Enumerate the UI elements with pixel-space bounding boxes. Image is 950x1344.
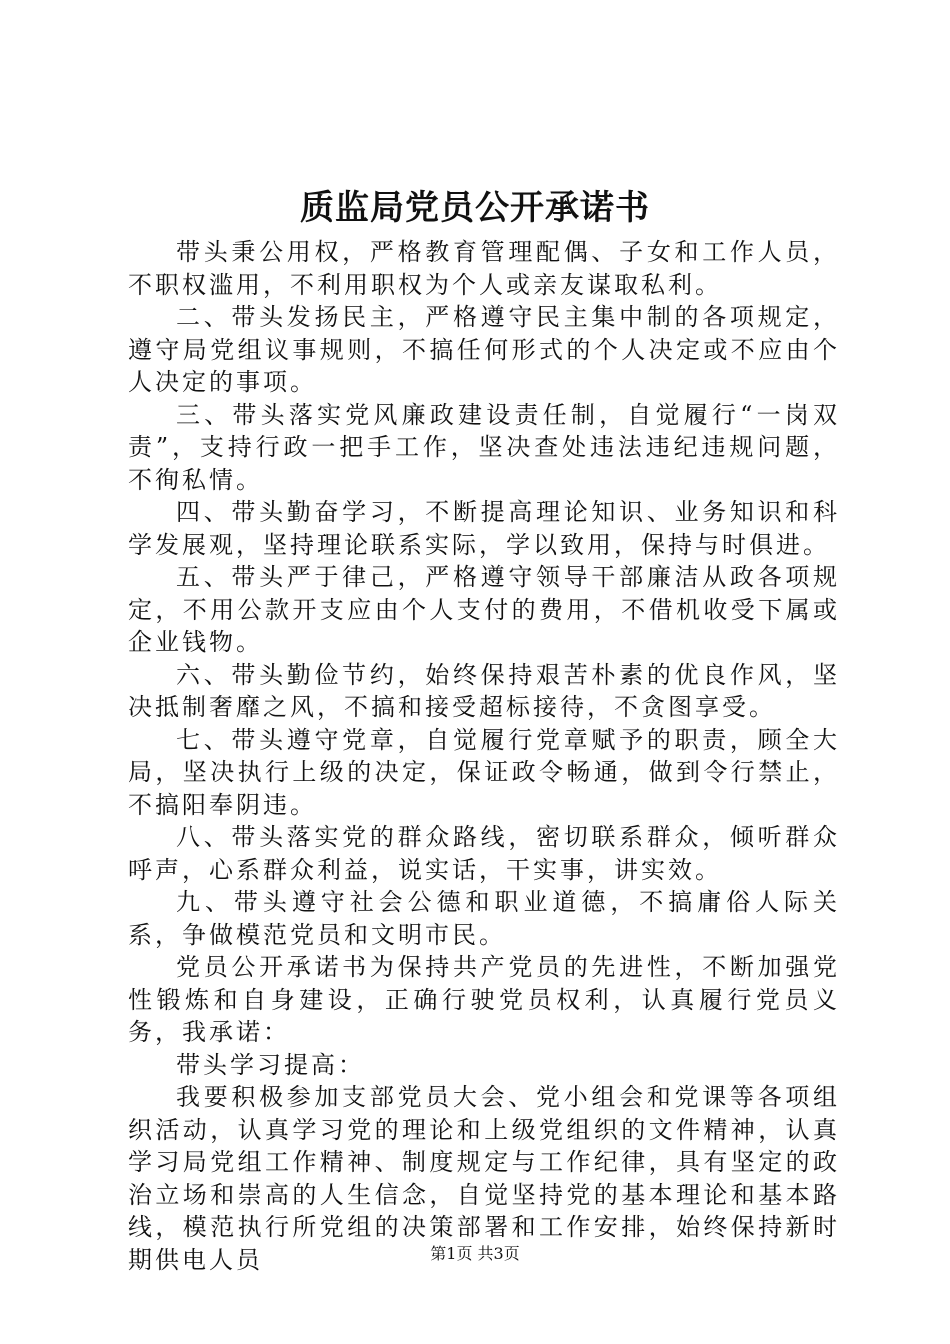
- paragraph-5: 五、带头严于律己，严格遵守领导干部廉洁从政各项规定，不用公款开支应由个人支付的费用，不借机收受下属或企业钱物。: [128, 563, 840, 656]
- paragraph-7: 七、带头遵守党章，自觉履行党章赋予的职责，顾全大局，坚决执行上级的决定，保证政令畅通，做到令行禁止，不搞阳奉阴违。: [128, 725, 840, 819]
- paragraph-4: 四、带头勤奋学习，不断提高理论知识、业务知识和科学发展观，坚持理论联系实际，学以致用，保持与时俱进。: [128, 498, 840, 559]
- paragraph-12: 我要积极参加支部党员大会、党小组会和党课等各项组织活动，认真学习党的理论和上级党组织的文件精神，认真学习局党组工作精神、制度规定与工作纪律，具有坚定的政治立场和崇高的人生信念，自觉坚持党的基本理论和基本路线，模范执行所党组的决策部署和工作安排，始终保持新时期供电人员: [128, 1083, 840, 1274]
- document-title: 质监局党员公开承诺书: [300, 188, 650, 228]
- page-footer: 第1页 共3页: [430, 1244, 520, 1263]
- paragraph-11: 带头学习提高：: [176, 1050, 365, 1079]
- paragraph-1: 带头秉公用权，严格教育管理配偶、子女和工作人员，不职权滥用，不利用职权为个人或亲友谋取私利。: [128, 238, 840, 299]
- paragraph-6: 六、带头勤俭节约，始终保持艰苦朴素的优良作风，坚决抵制奢靡之风，不搞和接受超标接待，不贪图享受。: [128, 660, 840, 721]
- paragraph-9: 九、带头遵守社会公德和职业道德，不搞庸俗人际关系，争做模范党员和文明市民。: [128, 888, 840, 949]
- paragraph-10: 党员公开承诺书为保持共产党员的先进性，不断加强党性锻炼和自身建设，正确行驶党员权利，认真履行党员义务，我承诺：: [128, 953, 840, 1046]
- paragraph-3: 三、带头落实党风廉政建设责任制，自觉履行“一岗双责”，支持行政一把手工作，坚决查处违法违纪违规问题，不徇私情。: [128, 400, 840, 494]
- paragraph-8: 八、带头落实党的群众路线，密切联系群众，倾听群众呼声，心系群众利益，说实话，干实事，讲实效。: [128, 823, 840, 884]
- paragraph-2: 二、带头发扬民主，严格遵守民主集中制的各项规定，遵守局党组议事规则，不搞任何形式的个人决定或不应由个人决定的事项。: [128, 303, 840, 396]
- document-body: [128, 236, 840, 1276]
